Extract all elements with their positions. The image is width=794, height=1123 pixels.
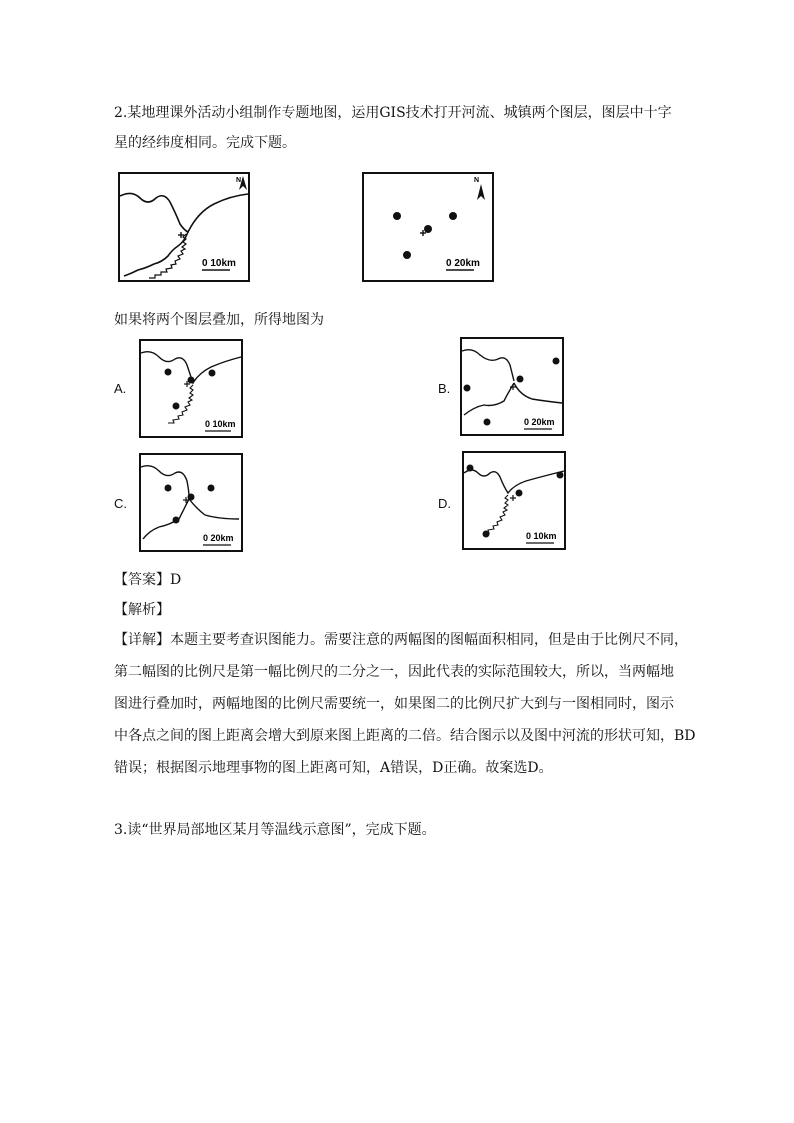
town-dot [393, 212, 401, 220]
option-d-label: D. [438, 496, 451, 511]
question-2-prompt: 如果将两个图层叠加，所得地图为 [114, 312, 324, 328]
option-a-label: A. [114, 381, 127, 396]
question-2-stem-line-1: 2.某地理课外活动小组制作专题地图，运用GIS技术打开河流、城镇两个图层，图层中十字 [114, 105, 672, 121]
option-b-label: B. [438, 381, 451, 396]
option-c-label: C. [114, 496, 127, 511]
town-dot [403, 251, 411, 259]
option-a-scale: 0 10km [205, 419, 236, 429]
option-a-map [139, 339, 243, 439]
option-b-scale: 0 20km [524, 417, 555, 427]
layer-1-scale-label: 0 10km [202, 258, 236, 269]
north-label: N [474, 177, 480, 184]
answer-line: 【答案】D [114, 572, 182, 588]
detail-line-4: 中各点之间的图上距离会增大到原来图上距离的二倍。结合图示以及图中河流的形状可知，BD [114, 728, 696, 744]
option-d-map [462, 451, 566, 551]
town-dot [449, 212, 457, 220]
layer-2-scale-label: 0 20km [446, 258, 480, 269]
option-d-scale: 0 10km [526, 531, 557, 541]
river-layer-map [118, 172, 250, 282]
option-b-map [460, 337, 564, 437]
question-3-stem: 3.读“世界局部地区某月等温线示意图”，完成下题。 [114, 822, 436, 838]
detail-line-3: 图进行叠加时，两幅地图的比例尺需要统一，如果图二的比例尺扩大到与一图相同时，图示 [114, 696, 674, 712]
analysis-heading: 【解析】 [114, 602, 170, 618]
option-c-scale: 0 20km [203, 533, 234, 543]
town-dot [424, 225, 432, 233]
option-c-map [139, 453, 243, 553]
north-label: N [236, 177, 242, 184]
north-arrow-icon [477, 184, 485, 200]
detail-line-2: 第二幅图的比例尺是第一幅比例尺的二分之一，因此代表的实际范围较大，所以，当两幅地 [114, 664, 674, 680]
detail-line-1: 【详解】本题主要考查识图能力。需要注意的两幅图的图幅面积相同，但是由于比例尺不同， [114, 632, 688, 648]
question-2-stem-line-2: 星的经纬度相同。完成下题。 [114, 135, 296, 151]
detail-line-5: 错误；根据图示地理事物的图上距离可知，A错误，D正确。故案选D。 [114, 760, 553, 776]
town-layer-map [362, 172, 494, 282]
